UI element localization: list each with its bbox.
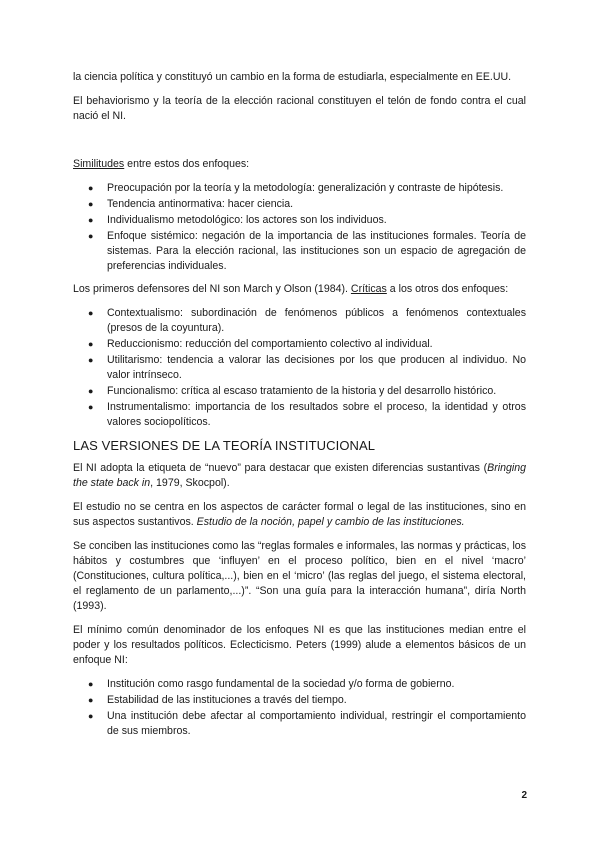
similarities-list [73, 181, 526, 274]
similitudes-label: Similitudes [73, 158, 125, 170]
list-item: ● Institución como rasgo fundamental de la sociedad y/o forma de gobierno. [88, 678, 455, 690]
bullet-icon: ● [88, 183, 94, 193]
list-item: ● Funcionalismo: crítica al escaso tratamiento de la historia y del desarrollo histórico. [88, 385, 497, 397]
bullet-icon: ● [88, 355, 94, 365]
paragraph-5: El estudio no se centra en los aspectos de carácter formal o legal de las instituciones, sino en sus aspectos sustantivos. Estudio de la noción, papel y cambio de las instituciones. [73, 501, 526, 528]
document-page [73, 70, 526, 747]
bullet-icon: ● [88, 679, 94, 689]
paragraph-7: El mínimo común denominador de los enfoques NI es que las instituciones median entre el poder y los resultados políticos. Eclecticismo. Peters (1999) alude a elementos básicos de un enfoque NI: [73, 624, 526, 666]
page-number: 2 [521, 790, 527, 801]
list-item: ● Enfoque sistémico: negación de la importancia de las instituciones formales. Teoría de sistemas. Para la elección racional, las instituciones son un espacio de agregación de preferencias individuales. [88, 230, 526, 272]
paragraph-3: Los primeros defensores del NI son March y Olson (1984). Críticas a los otros dos enfoques: [73, 283, 509, 295]
paragraph-6: Se conciben las instituciones como las “reglas formales e informales, las normas y prácticas, los hábitos y costumbres que ‘influyen’ en el proceso político, bien en el nivel ‘macro’ (Constituciones, cultura política,...), bien en el ‘micro’ (las reglas del juego, el sistema electoral, el reglamento de un parlamento,...)”. “Son una guía para la interacción humana”, diría North (1993). [73, 540, 526, 612]
bullet-icon: ● [88, 402, 94, 412]
bullet-icon: ● [88, 695, 94, 705]
list-item: ● Reduccionismo: reducción del comportamiento colectivo al individual. [88, 338, 433, 350]
paragraph-1: la ciencia política y constituyó un cambio en la forma de estudiarla, especialmente en EE.UU. [73, 71, 512, 83]
bullet-icon: ● [88, 199, 94, 209]
bullet-icon: ● [88, 711, 94, 721]
bullet-icon: ● [88, 339, 94, 349]
paragraph-2: El behaviorismo y la teoría de la elección racional constituyen el telón de fondo contra el cual nació el NI. [73, 95, 526, 122]
criticas-label: Críticas [350, 283, 387, 295]
list-item: ● Estabilidad de las instituciones a través del tiempo. [88, 694, 347, 706]
paragraph-4: El NI adopta la etiqueta de “nuevo” para destacar que existen diferencias sustantivas (Bringing the state back in, 1979, Skocpol). [73, 462, 526, 489]
similitudes-intro [73, 157, 526, 172]
list-item: ● Tendencia antinormativa: hacer ciencia. [88, 198, 294, 210]
bullet-icon: ● [88, 231, 94, 241]
elements-list [73, 677, 526, 739]
list-item: ● Preocupación por la teoría y la metodología: generalización y contraste de hipótesis. [88, 182, 504, 194]
bullet-icon: ● [88, 308, 94, 318]
list-item: ● Individualismo metodológico: los actores son los individuos. [88, 214, 387, 226]
section-heading: LAS VERSIONES DE LA TEORÍA INSTITUCIONAL [73, 438, 376, 453]
list-item: ● Utilitarismo: tendencia a valorar las decisiones por los que producen al individuo. No valor intrínseco. [88, 354, 526, 381]
list-item: ● Una institución debe afectar al comportamiento individual, restringir el comportamiento de sus miembros. [88, 710, 526, 737]
bullet-icon: ● [88, 386, 94, 396]
criticisms-list [73, 306, 526, 430]
similitudes-rest: entre estos dos enfoques: [124, 158, 250, 170]
bullet-icon: ● [88, 215, 94, 225]
list-item: ● Instrumentalismo: importancia de los resultados sobre el proceso, la identidad y otros valores sociopolíticos. [88, 401, 526, 428]
list-item: ● Contextualismo: subordinación de fenómenos públicos a fenómenos contextuales (presos de la coyuntura). [88, 307, 526, 334]
